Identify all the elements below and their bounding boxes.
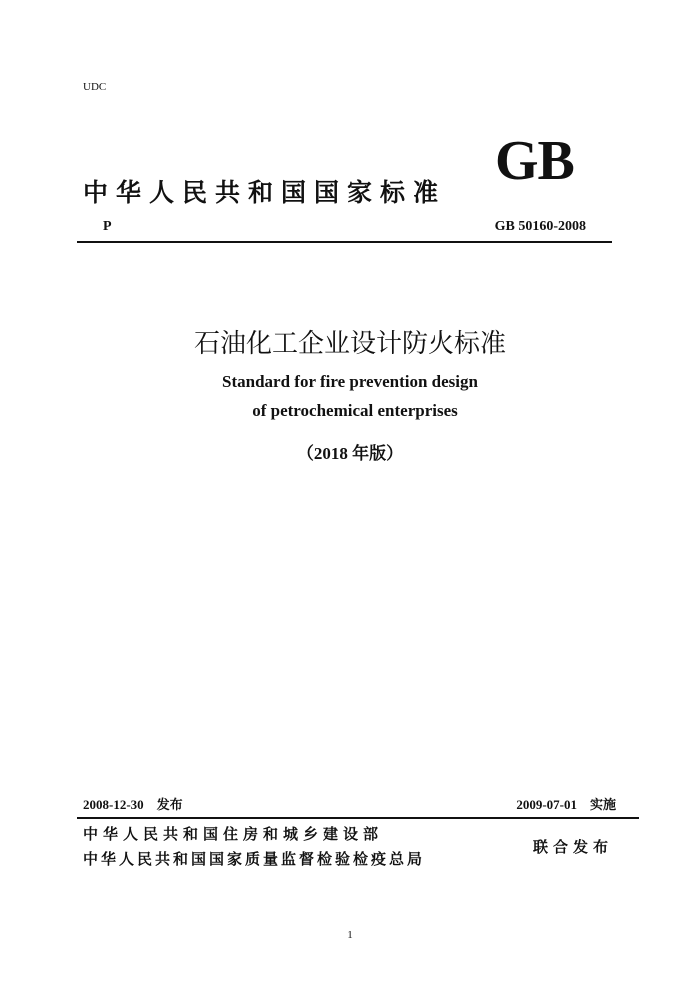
issuer-ministry-housing: 中华人民共和国住房和城乡建设部 — [83, 825, 384, 843]
gb-logo: GB — [495, 130, 574, 192]
issuer-aqsiq: 中华人民共和国国家质量监督检验检疫总局 — [83, 850, 426, 868]
standard-number: GB 50160-2008 — [494, 219, 586, 234]
title-chinese: 石油化工企业设计防火标准 — [193, 329, 506, 359]
implementation-date: 2009-07-01 实施 — [516, 797, 616, 812]
title-english-line2: of petrochemical enterprises — [252, 401, 458, 420]
header-divider — [77, 241, 612, 243]
issue-date: 2008-12-30 发布 — [83, 797, 183, 812]
title-english-line1: Standard for fire prevention design — [222, 372, 478, 391]
edition-label: （2018 年版） — [296, 444, 404, 463]
classification-code: P — [103, 219, 112, 234]
footer-divider — [77, 817, 639, 819]
udc-label: UDC — [83, 81, 107, 93]
national-standard-heading: 中华人民共和国国家标准 — [83, 178, 447, 207]
page-number: 1 — [347, 929, 353, 941]
joint-release-label: 联合发布 — [533, 838, 614, 856]
